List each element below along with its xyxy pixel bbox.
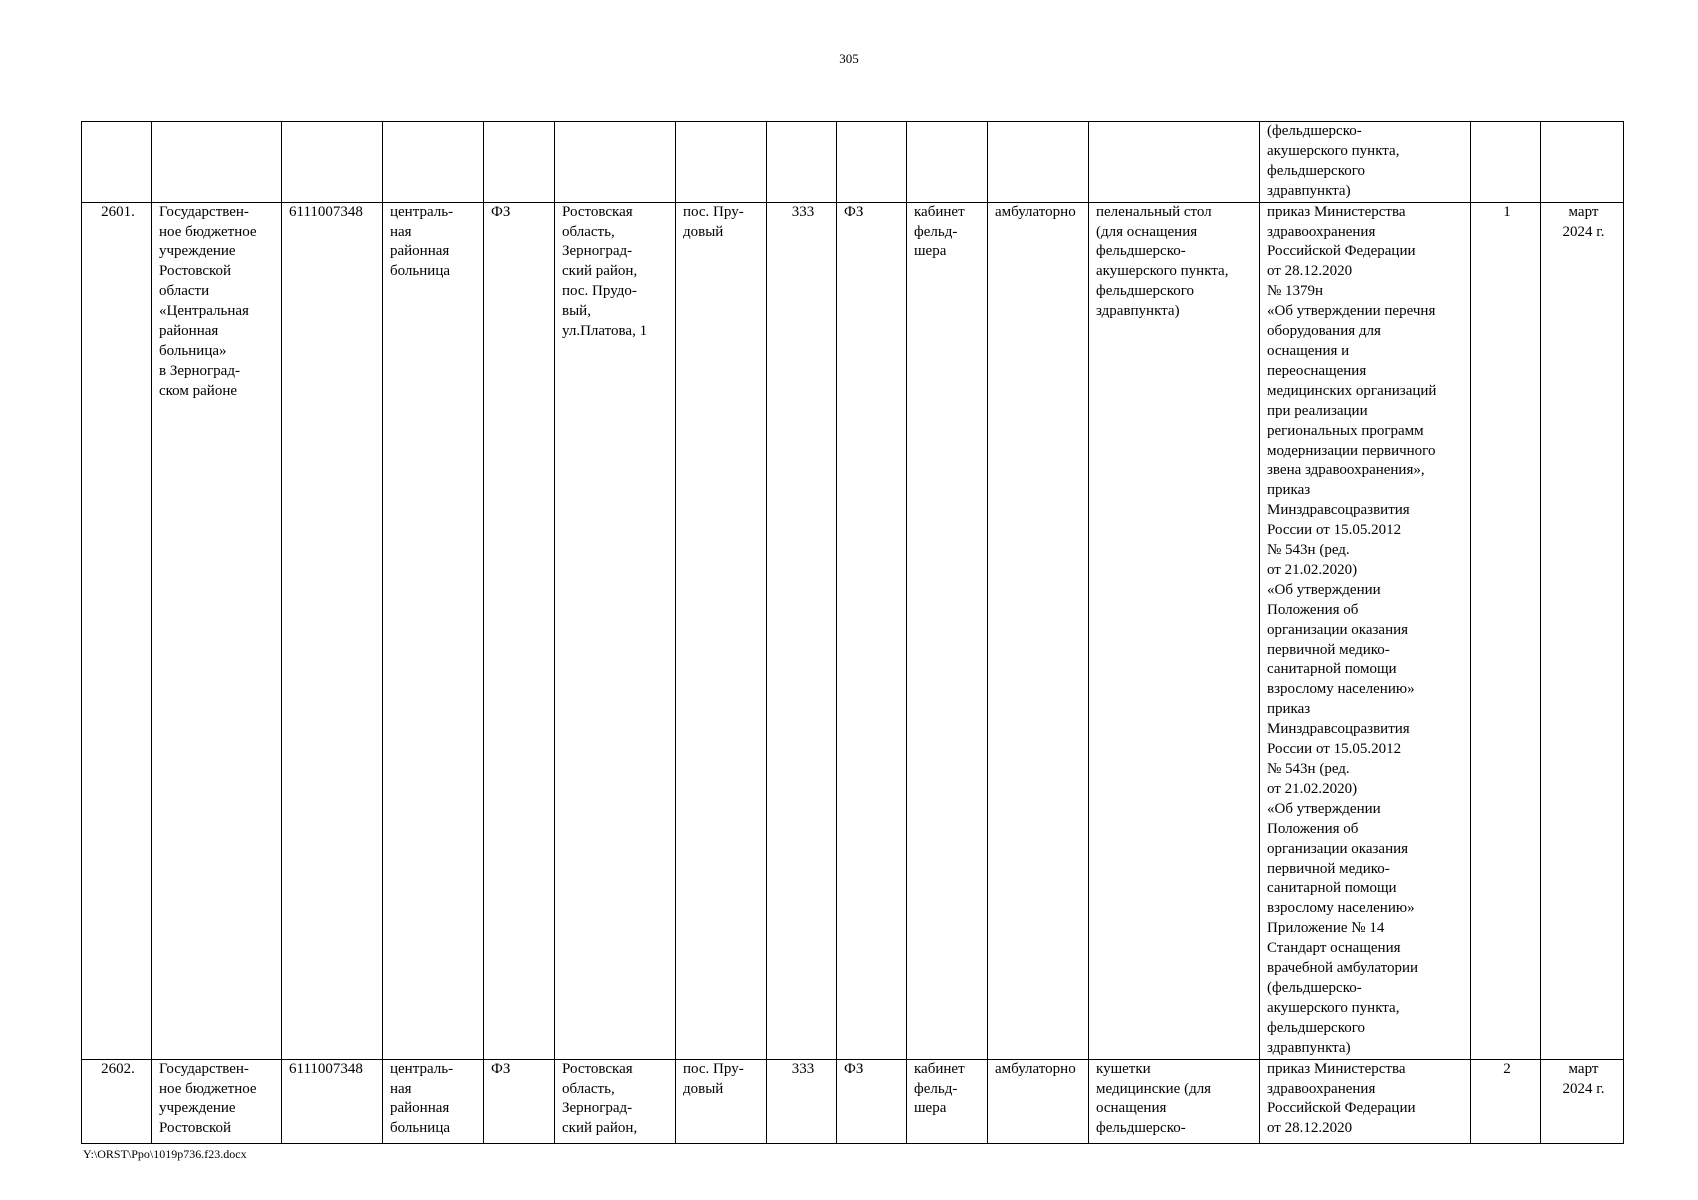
- organization-cell: Государствен- ное бюджетное учреждение Ростовской области «Центральная районная больница» в Зерноград- ском районе: [152, 202, 282, 1059]
- code-cell: [767, 122, 837, 203]
- locality-cell: пос. Пру- довый: [676, 202, 767, 1059]
- code-cell: 333: [767, 202, 837, 1059]
- organization-cell: Государствен- ное бюджетное учреждение Ростовской: [152, 1059, 282, 1143]
- row-number-cell: 2601.: [82, 202, 152, 1059]
- care-condition-cell: амбулаторно: [988, 202, 1089, 1059]
- quantity-cell: 2: [1471, 1059, 1541, 1143]
- room-cell: кабинет фельд- шера: [907, 202, 988, 1059]
- code-cell: 333: [767, 1059, 837, 1143]
- equipment-cell: [1089, 122, 1260, 203]
- period-cell: март 2024 г.: [1541, 202, 1624, 1059]
- equipment-table: [81, 121, 1624, 1144]
- unit-type-cell: ФЗ: [837, 202, 907, 1059]
- level-cell: ФЗ: [484, 202, 555, 1059]
- institution-type-cell: централь- ная районная больница: [383, 202, 484, 1059]
- equipment-cell: кушетки медицинские (для оснащения фельдшерско-: [1089, 1059, 1260, 1143]
- table-row: [82, 122, 1624, 203]
- footer-file-path: Y:\ORST\Ppo\1019p736.f23.docx: [83, 1147, 247, 1161]
- inn-cell: 6111007348: [282, 1059, 383, 1143]
- page-number: 305: [839, 51, 859, 66]
- inn-cell: 6111007348: [282, 202, 383, 1059]
- unit-type-cell: [837, 122, 907, 203]
- period-cell: март 2024 г.: [1541, 1059, 1624, 1143]
- room-cell: кабинет фельд- шера: [907, 1059, 988, 1143]
- legal-basis-cell: приказ Министерства здравоохранения Российской Федерации от 28.12.2020: [1260, 1059, 1471, 1143]
- inn-cell: [282, 122, 383, 203]
- organization-cell: [152, 122, 282, 203]
- level-cell: ФЗ: [484, 1059, 555, 1143]
- period-cell: [1541, 122, 1624, 203]
- institution-type-cell: централь- ная районная больница: [383, 1059, 484, 1143]
- level-cell: [484, 122, 555, 203]
- address-cell: Ростовская область, Зерноград- ский район,: [555, 1059, 676, 1143]
- row-number-cell: 2602.: [82, 1059, 152, 1143]
- room-cell: [907, 122, 988, 203]
- locality-cell: пос. Пру- довый: [676, 1059, 767, 1143]
- locality-cell: [676, 122, 767, 203]
- care-condition-cell: [988, 122, 1089, 203]
- legal-basis-cell: (фельдшерско- акушерского пункта, фельдшерского здравпункта): [1260, 122, 1471, 203]
- table-row: [82, 202, 1624, 1059]
- care-condition-cell: амбулаторно: [988, 1059, 1089, 1143]
- institution-type-cell: [383, 122, 484, 203]
- quantity-cell: 1: [1471, 202, 1541, 1059]
- table-row: [82, 1059, 1624, 1143]
- equipment-cell: пеленальный стол (для оснащения фельдшерско- акушерского пункта, фельдшерского здравпункта): [1089, 202, 1260, 1059]
- address-cell: Ростовская область, Зерноград- ский район, пос. Прудо- вый, ул.Платова, 1: [555, 202, 676, 1059]
- row-number-cell: [82, 122, 152, 203]
- legal-basis-cell: приказ Министерства здравоохранения Российской Федерации от 28.12.2020 № 1379н «Об утверждении перечня оборудования для оснащения и переоснащения медицинских организаций при реализации региональных программ модернизации первичного звена здравоохранения», приказ Минздравсоцразвития России от 15.05.2012 № 543н (ред. от 21.02.2020) «Об утверждении Положения об организации оказания первичной медико- санитарной помощи взрослому населению» приказ Минздравсоцразвития России от 15.05.2012 № 543н (ред. от 21.02.2020) «Об утверждении Положения об организации оказания первичной медико- санитарной помощи взрослому населению» Приложение № 14 Стандарт оснащения врачебной амбулатории (фельдшерско- акушерского пункта, фельдшерского здравпункта): [1260, 202, 1471, 1059]
- unit-type-cell: ФЗ: [837, 1059, 907, 1143]
- quantity-cell: [1471, 122, 1541, 203]
- address-cell: [555, 122, 676, 203]
